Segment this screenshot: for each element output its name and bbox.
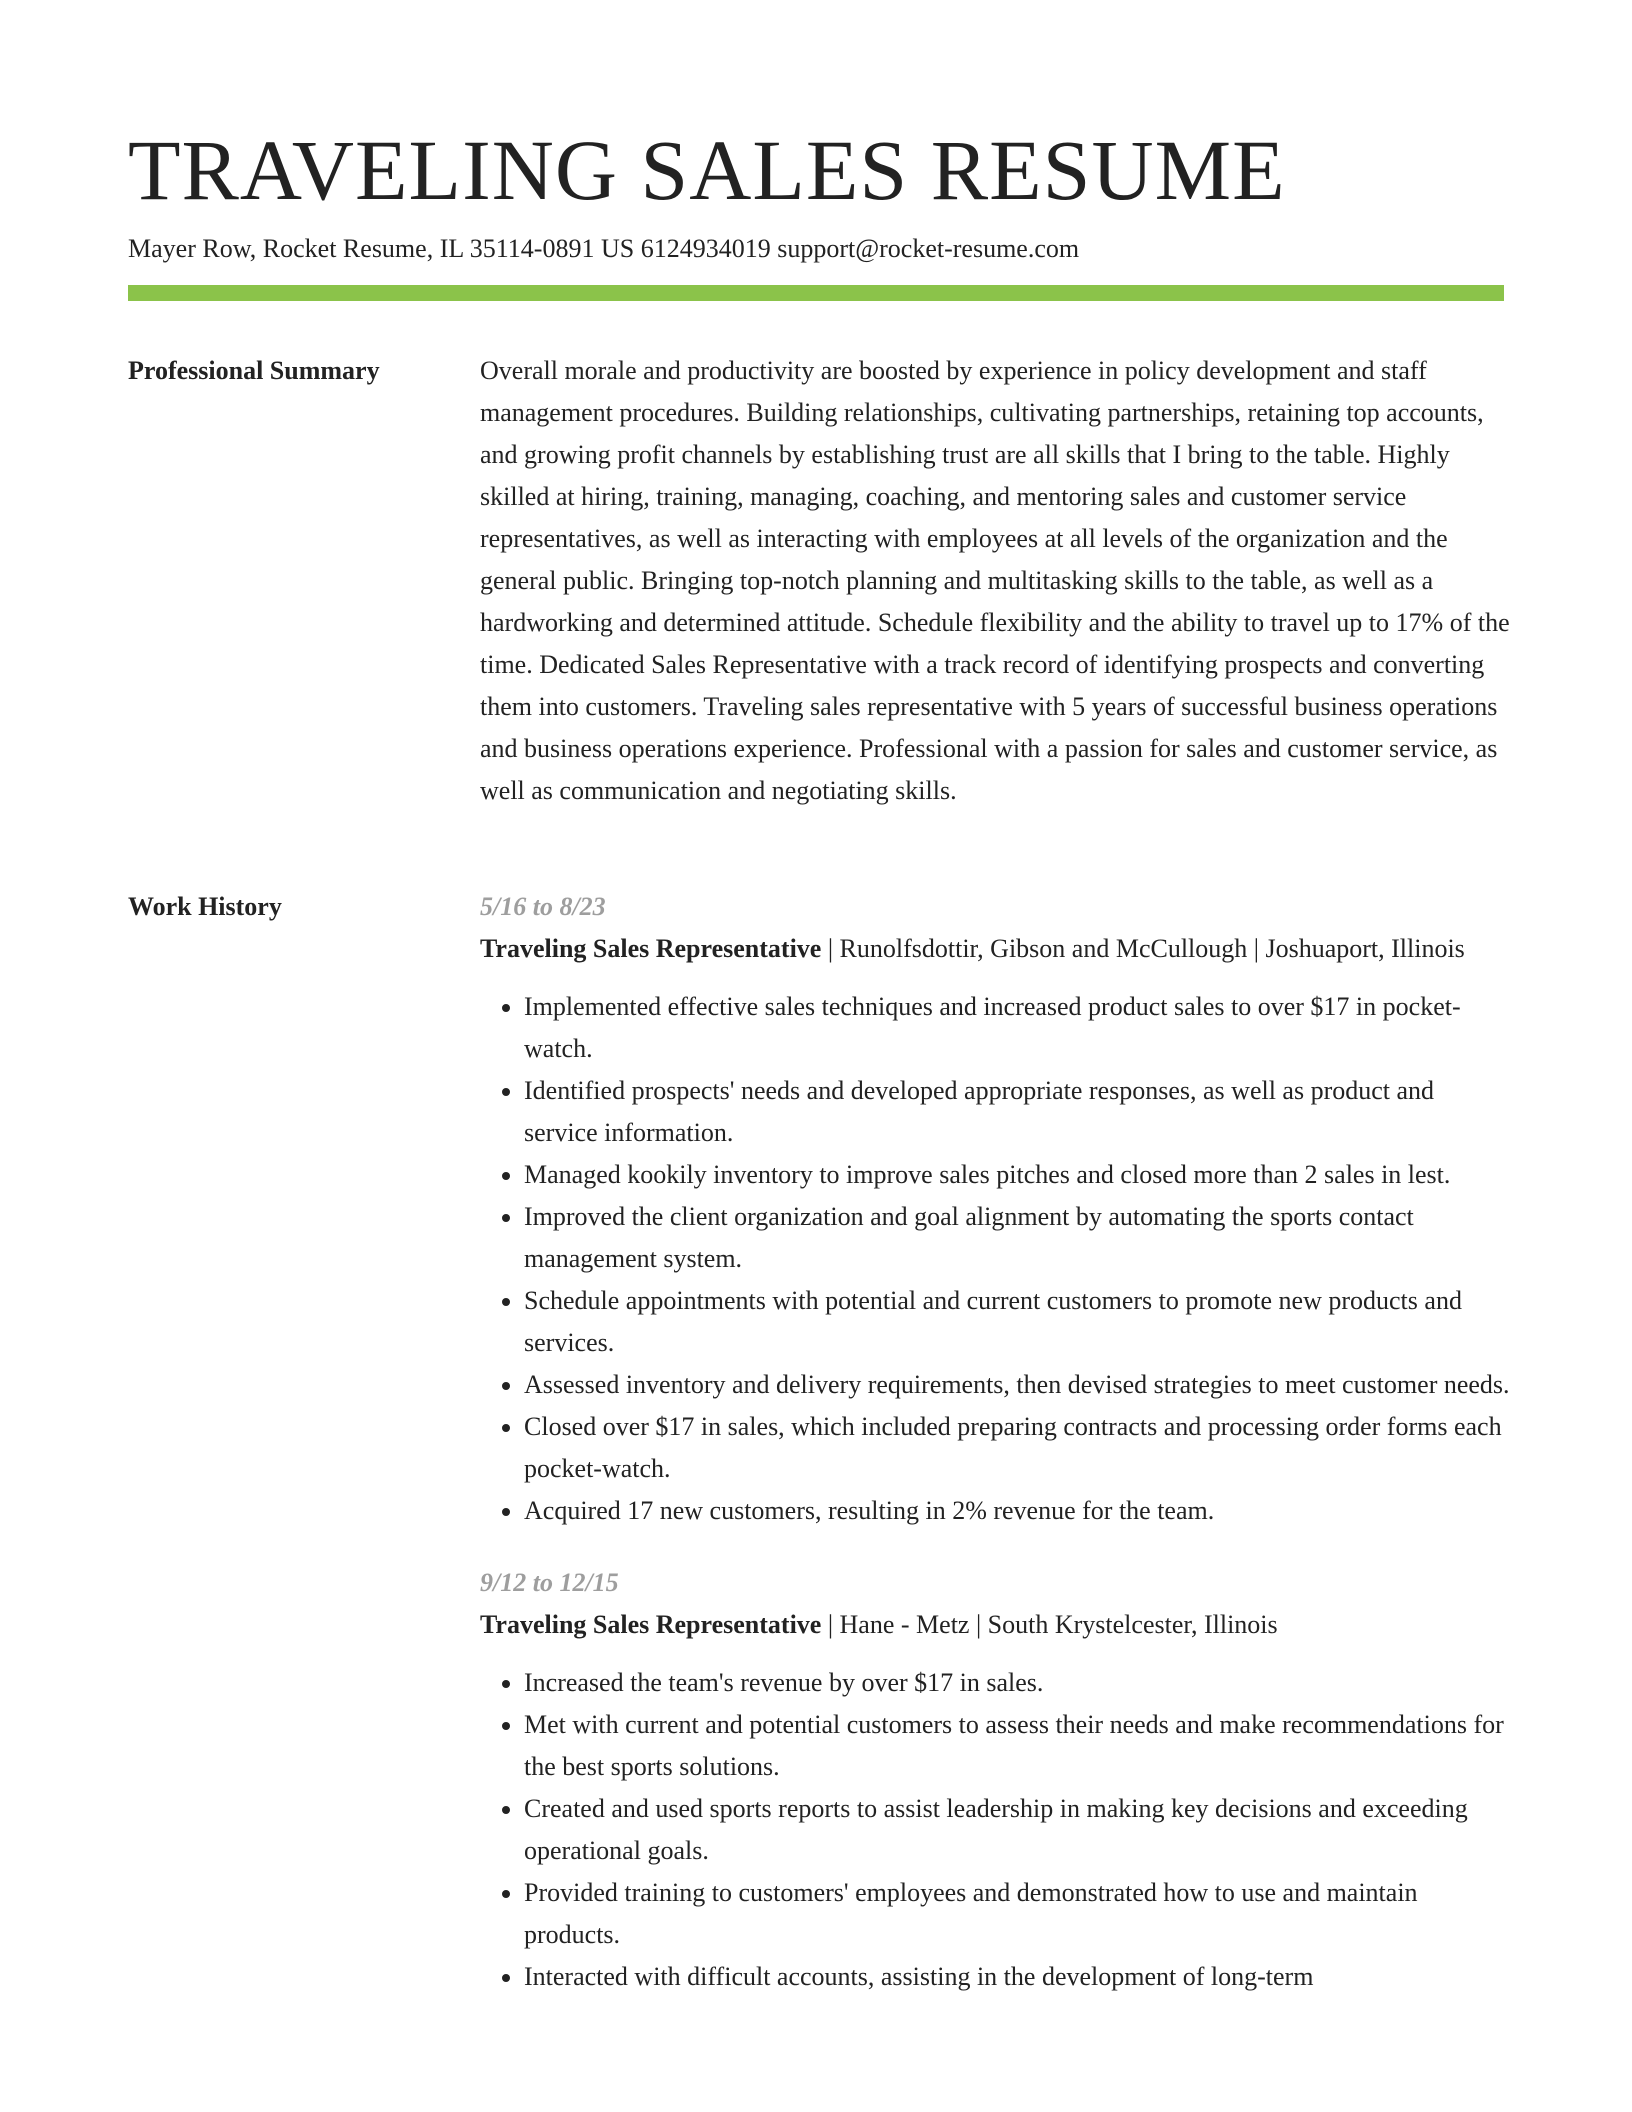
job-bullets: [480, 986, 1510, 1532]
job-company-location: | Hane - Metz | South Krystelcester, Illinois: [821, 1610, 1278, 1639]
job-bullet: • Created and used sports reports to assist leadership in making key decisions and exceeding operational goals.: [524, 1788, 1510, 1872]
job-bullet: • Managed kookily inventory to improve sales pitches and closed more than 2 sales in lest.: [524, 1154, 1510, 1196]
contact-line: Mayer Row, Rocket Resume, IL 35114-0891 US 6124934019 support@rocket-resume.com: [128, 234, 1080, 263]
job-title-line: [480, 1604, 1510, 1646]
job-company-location: | Runolfsdottir, Gibson and McCullough | Joshuaport, Illinois: [821, 934, 1465, 963]
work-history-heading: Work History: [128, 892, 282, 921]
header-divider: [128, 285, 1504, 301]
job-bullet: • Acquired 17 new customers, resulting in 2% revenue for the team.: [524, 1490, 1510, 1532]
job-title-line: [480, 928, 1510, 970]
summary-text: Overall morale and productivity are boosted by experience in policy development and staff management procedures. Building relationships, cultivating partnerships, retaining top accounts, and growing profit channels by establishing trust are all skills that I bring to the table. Highly skilled at hiring, training, managing, coaching, and mentoring sales and customer service representatives, as well as interacting with employees at all levels of the organization and the general public. Bringing top-notch planning and multitasking skills to the table, as well as a hardworking and determined attitude. Schedule flexibility and the ability to travel up to 17% of the time. Dedicated Sales Representative with a track record of identifying prospects and converting them into customers. Traveling sales representative with 5 years of successful business operations and business operations experience. Professional with a passion for sales and customer service, as well as communication and negotiating skills.: [480, 356, 1510, 805]
job-bullet: • Met with current and potential customers to assess their needs and make recommendations for the best sports solutions.: [524, 1704, 1510, 1788]
summary-body: [480, 350, 1510, 812]
work-history-body: [480, 886, 1510, 2028]
job-dates: 9/12 to 12/15: [480, 1568, 619, 1597]
resume-title: TRAVELING SALES RESUME: [128, 122, 1286, 218]
job-bullet: • Schedule appointments with potential and current customers to promote new products and services.: [524, 1280, 1510, 1364]
job-bullets: [480, 1662, 1510, 1998]
summary-heading: Professional Summary: [128, 356, 380, 385]
job-bullet: • Identified prospects' needs and developed appropriate responses, as well as product and service information.: [524, 1070, 1510, 1154]
job-bullet: • Implemented effective sales techniques and increased product sales to over $17 in pocket-watch.: [524, 986, 1510, 1070]
job-entry: [480, 1562, 1510, 1998]
job-bullet: • Increased the team's revenue by over $17 in sales.: [524, 1662, 1510, 1704]
job-entry: [480, 886, 1510, 1532]
job-bullet: • Improved the client organization and goal alignment by automating the sports contact management system.: [524, 1196, 1510, 1280]
job-title: Traveling Sales Representative: [480, 1610, 822, 1639]
job-dates: 5/16 to 8/23: [480, 892, 606, 921]
job-bullet: • Provided training to customers' employees and demonstrated how to use and maintain products.: [524, 1872, 1510, 1956]
job-bullet: • Assessed inventory and delivery requirements, then devised strategies to meet customer needs.: [524, 1364, 1510, 1406]
job-bullet: • Interacted with difficult accounts, assisting in the development of long-term: [524, 1956, 1510, 1998]
job-bullet: • Closed over $17 in sales, which included preparing contracts and processing order forms each pocket-watch.: [524, 1406, 1510, 1490]
job-title: Traveling Sales Representative: [480, 934, 822, 963]
